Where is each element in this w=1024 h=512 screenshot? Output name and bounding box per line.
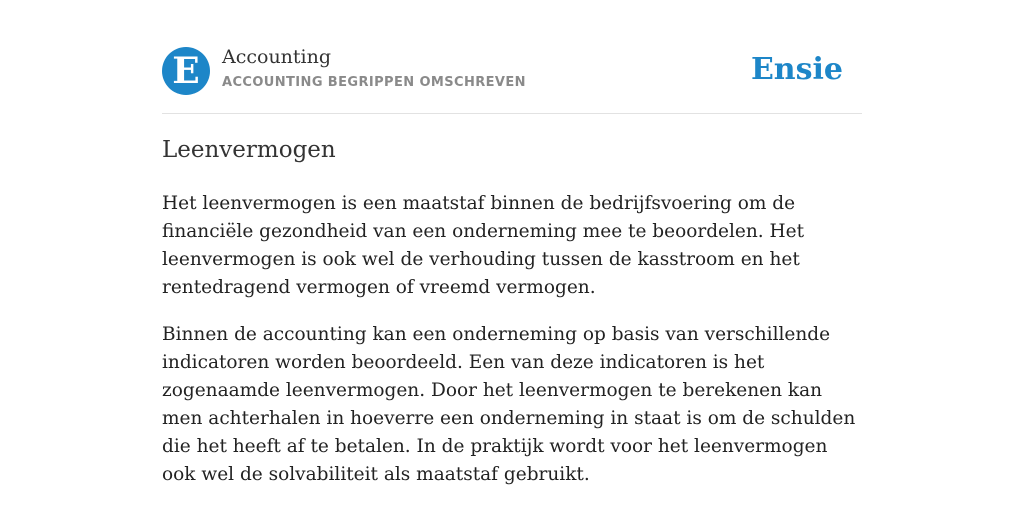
ensie-logo-icon[interactable]: E [162,47,210,95]
brand-logo[interactable]: Ensie [750,52,843,87]
article-paragraph: Binnen de accounting kan een onderneming op basis van verschillende indicatoren worden beoordeeld. Een van deze indicatoren is het zogenaamde leenvermogen. Door het leenvermogen te berekenen kan men achterhalen in hoeverre een onderneming in staat is om de schulden die het heeft af te betalen. In de praktijk wordt voor het leenvermogen ook wel de solvabiliteit als maatstaf gebruikt. [162,324,856,485]
page-container [162,0,862,485]
site-header [162,0,862,114]
site-title[interactable]: Accounting [222,46,332,68]
article-paragraph: Het leenvermogen is een maatstaf binnen de bedrijfsvoering om de financiële gezondheid van een onderneming mee te beoordelen. Het leenvermogen is ook wel de verhouding tussen de kasstroom en het rentedragend vermogen of vreemd vermogen. [162,193,805,298]
site-subtitle: ACCOUNTING BEGRIPPEN OMSCHREVEN [222,75,526,90]
page-title: Leenvermogen [162,137,336,163]
article-body [162,190,862,508]
